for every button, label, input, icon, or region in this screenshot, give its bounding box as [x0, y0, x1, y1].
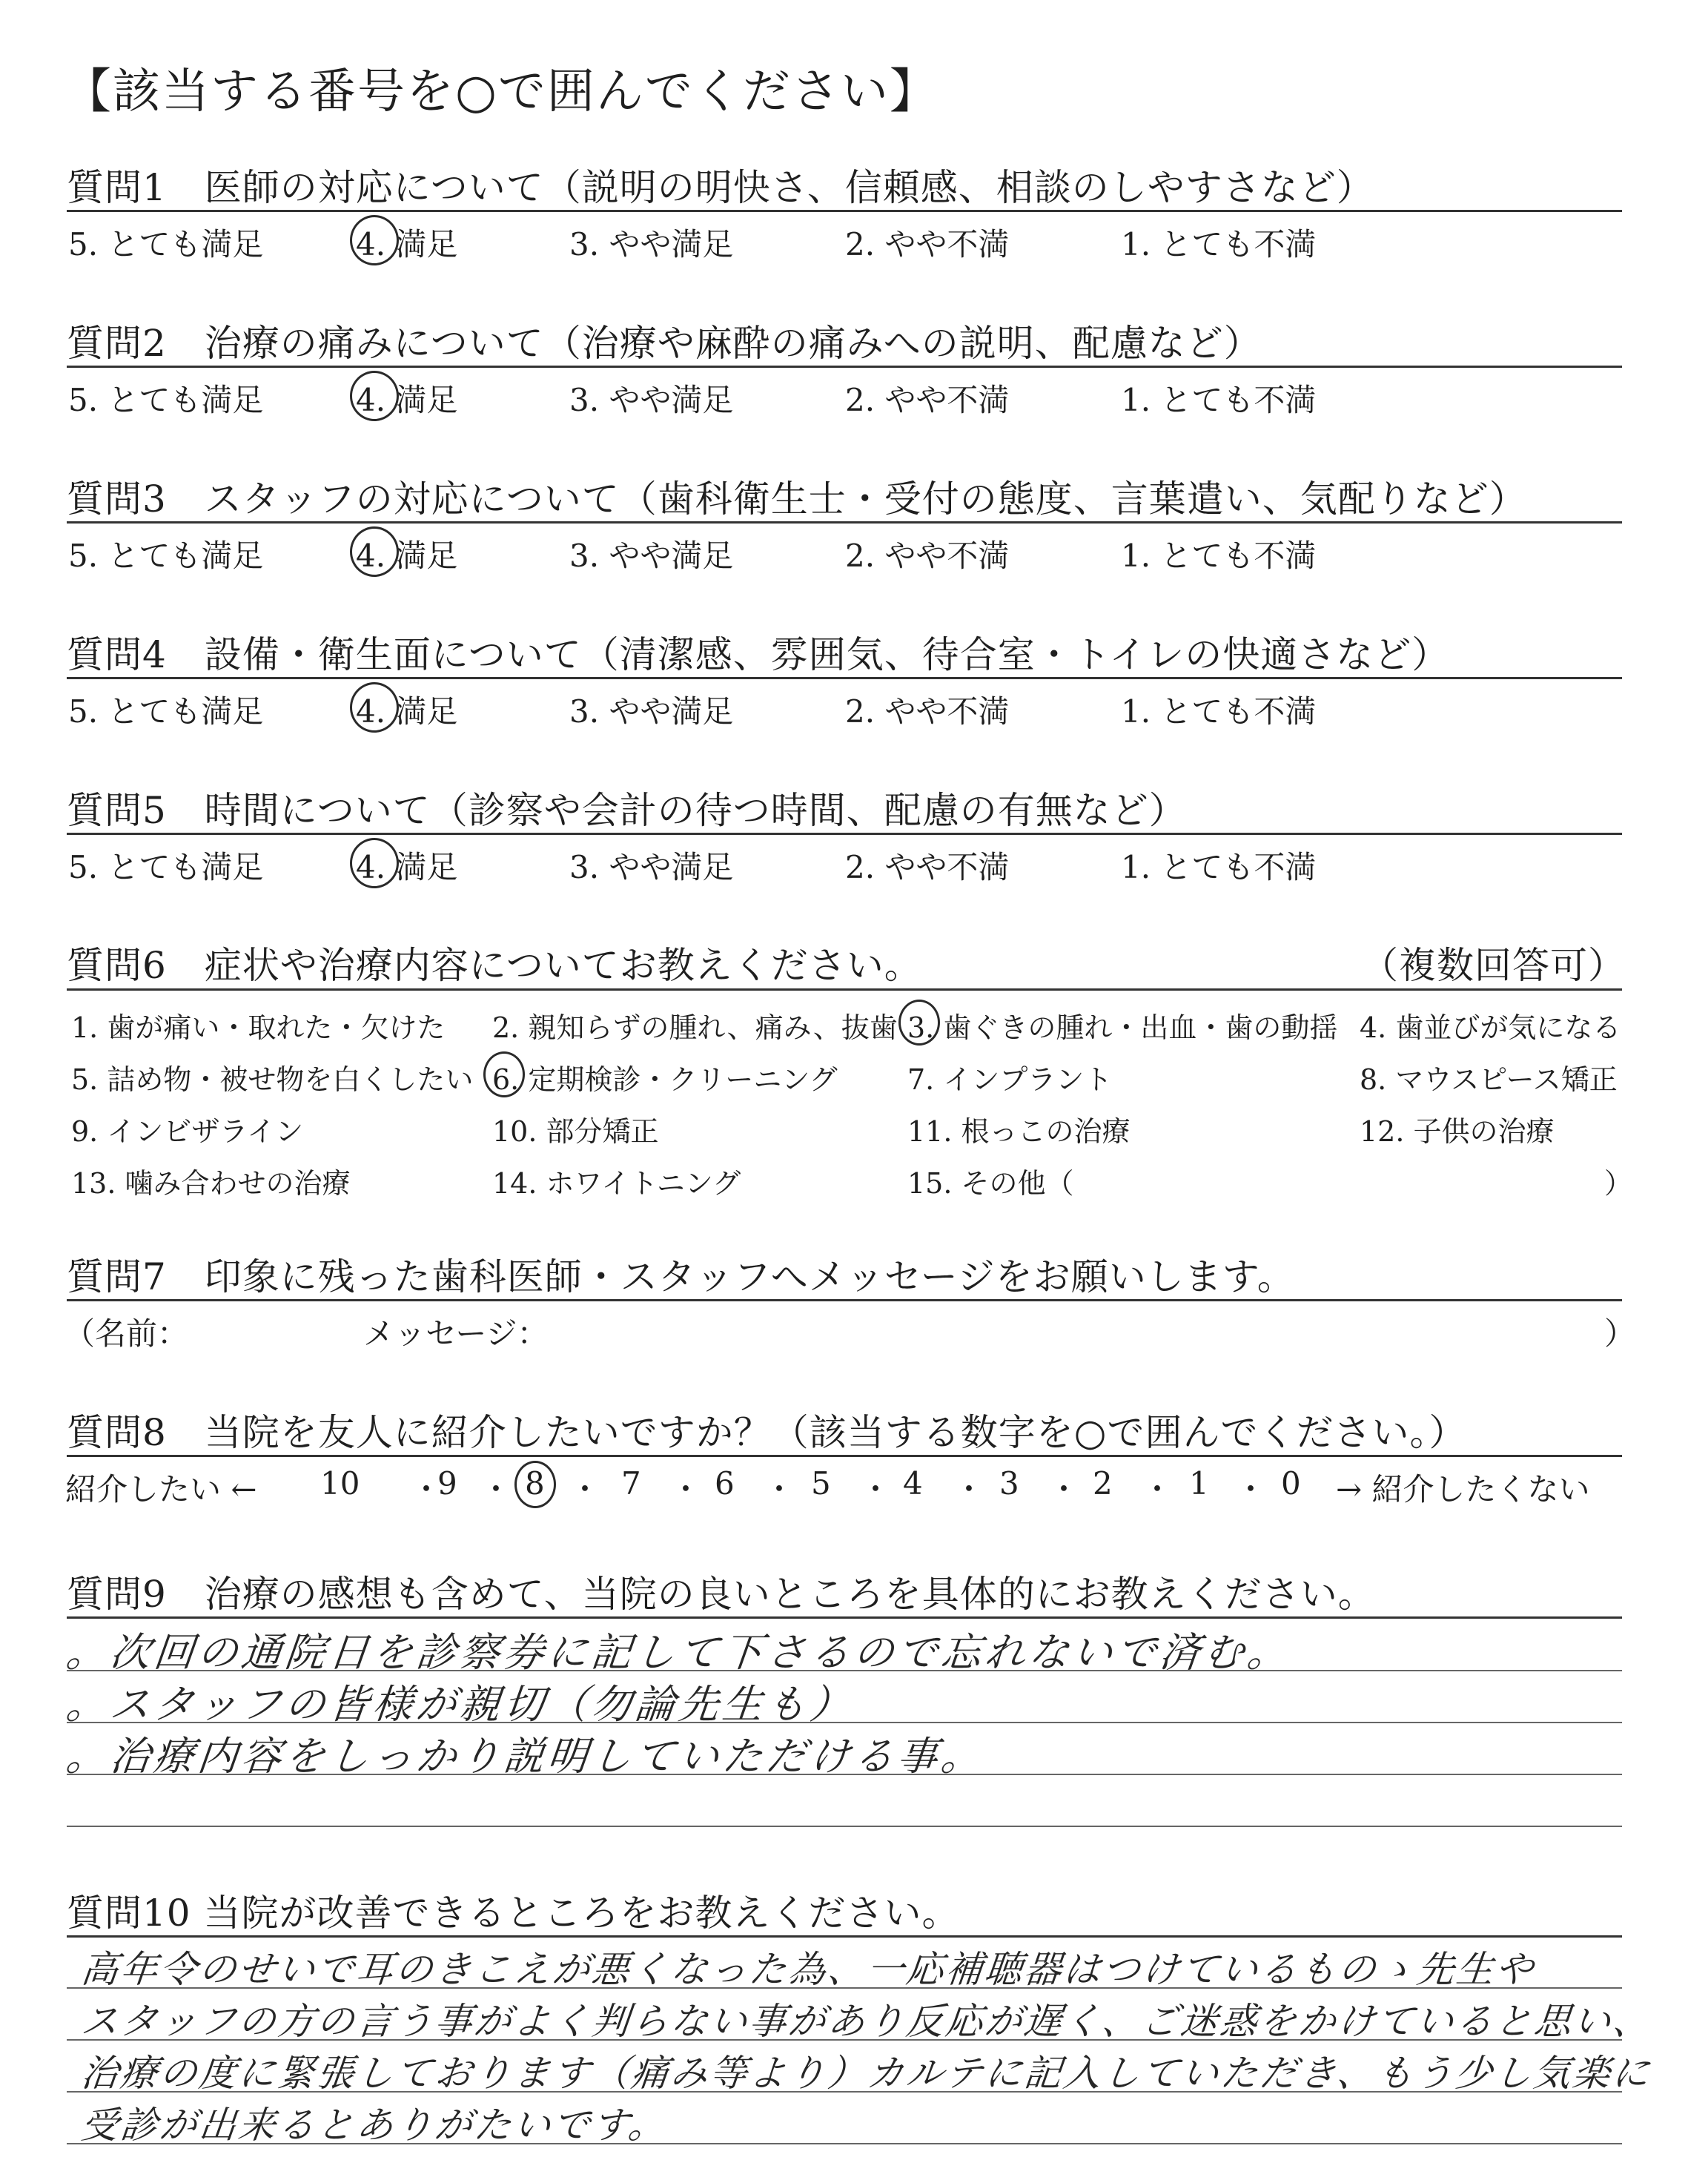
- question-2-rule: [67, 366, 1622, 368]
- question-2-title: 質問2 治療の痛みについて（治療や麻酔の痛みへの説明、配慮など）: [67, 322, 1262, 365]
- q8-scale-sep: ・: [860, 1471, 892, 1507]
- question-9-rule: [67, 1616, 1622, 1619]
- q8-scale-1[interactable]: 1: [1189, 1465, 1209, 1502]
- q8-scale-3[interactable]: 3: [999, 1465, 1019, 1502]
- q7-message-label: メッセージ：: [363, 1315, 549, 1352]
- q6-option-6-circle: [483, 1051, 525, 1097]
- q4-option-5[interactable]: 5. とても満足: [68, 693, 264, 730]
- q4-selected-circle: [350, 682, 399, 733]
- page-heading: 【該当する番号を○で囲んでください】: [64, 65, 939, 119]
- question-7-title: 質問7 印象に残った歯科医師・スタッフへメッセージをお願いします。: [67, 1255, 1295, 1298]
- q3-option-1[interactable]: 1. とても不満: [1121, 538, 1317, 574]
- q1-option-2[interactable]: 2. やや不満: [845, 226, 1010, 262]
- q8-scale-sep: ・: [1235, 1471, 1267, 1507]
- question-8-title: 質問8 当院を友人に紹介したいですか？（該当する数字を○で囲んでください。）: [67, 1411, 1467, 1454]
- question-1-title: 質問1 医師の対応について（説明の明快さ、信頼感、相談のしやすさなど）: [67, 166, 1374, 209]
- q2-option-5[interactable]: 5. とても満足: [68, 382, 264, 418]
- q8-scale-8[interactable]: 8: [525, 1465, 545, 1502]
- q8-scale-sep: ・: [480, 1471, 512, 1507]
- question-1-rule: [67, 210, 1622, 212]
- q6-option-8[interactable]: 8. マウスピース矯正: [1360, 1063, 1618, 1096]
- q6-option-15[interactable]: 15. その他（: [907, 1167, 1074, 1200]
- q4-option-4[interactable]: 4. 満足: [356, 693, 458, 730]
- question-9-title: 質問9 治療の感想も含めて、当院の良いところを具体的にお教えください。: [67, 1573, 1376, 1616]
- q9-handwritten-line-3: 。治療内容をしっかり説明していただける事。: [64, 1733, 987, 1780]
- q5-selected-circle: [350, 838, 399, 888]
- q8-scale-4[interactable]: 4: [903, 1465, 923, 1502]
- q8-left-label: 紹介したい ←: [65, 1471, 257, 1507]
- q6-option-12[interactable]: 12. 子供の治療: [1360, 1115, 1555, 1148]
- q10-handwritten-line-2: スタッフの方の言う事がよく判らない事があり反応が遅く、ご迷惑をかけていると思い、: [79, 2000, 1655, 2043]
- q10-handwritten-line-3: 治療の度に緊張しております（痛み等より）カルテに記入していただき、もう少し気楽に: [79, 2052, 1654, 2095]
- q6-option-10[interactable]: 10. 部分矯正: [492, 1115, 659, 1148]
- q8-scale-7[interactable]: 7: [621, 1465, 641, 1502]
- q3-option-3[interactable]: 3. やや満足: [569, 538, 734, 574]
- q8-scale-sep: ・: [953, 1471, 985, 1507]
- question-6-note: （複数回答可）: [1361, 944, 1626, 987]
- q8-right-label: → 紹介したくない: [1336, 1471, 1590, 1507]
- q1-option-4[interactable]: 4. 満足: [356, 226, 458, 262]
- q6-option-2[interactable]: 2. 親知らずの腫れ、痛み、抜歯: [492, 1011, 898, 1044]
- q8-scale-9[interactable]: 9: [437, 1465, 457, 1502]
- q8-scale-sep: ・: [764, 1471, 795, 1507]
- q8-scale-10[interactable]: 10: [320, 1465, 360, 1502]
- q6-option-4[interactable]: 4. 歯並びが気になる: [1360, 1011, 1621, 1044]
- q2-option-1[interactable]: 1. とても不満: [1121, 382, 1317, 418]
- q1-selected-circle: [350, 215, 399, 265]
- q3-selected-circle: [350, 526, 399, 577]
- question-10-rule: [67, 1935, 1622, 1938]
- q6-option-14[interactable]: 14. ホワイトニング: [492, 1167, 741, 1200]
- q1-option-3[interactable]: 3. やや満足: [569, 226, 734, 262]
- q4-option-2[interactable]: 2. やや不満: [845, 693, 1010, 730]
- q6-option-5[interactable]: 5. 詰め物・被せ物を白くしたい: [71, 1063, 474, 1096]
- q8-scale-0[interactable]: 0: [1281, 1465, 1301, 1502]
- question-8-rule: [67, 1455, 1622, 1457]
- question-7-rule: [67, 1299, 1622, 1301]
- q2-option-3[interactable]: 3. やや満足: [569, 382, 734, 418]
- q6-other-closing-paren: ）: [1604, 1167, 1633, 1200]
- q8-scale-2[interactable]: 2: [1093, 1465, 1113, 1502]
- q9-handwritten-line-2: 。スタッフの皆様が親切（勿論先生も）: [64, 1681, 856, 1728]
- q3-option-2[interactable]: 2. やや不満: [845, 538, 1010, 574]
- q2-option-2[interactable]: 2. やや不満: [845, 382, 1010, 418]
- question-6-rule: [67, 988, 1622, 991]
- q1-option-1[interactable]: 1. とても不満: [1121, 226, 1317, 262]
- q3-option-4[interactable]: 4. 満足: [356, 538, 458, 574]
- q2-option-4[interactable]: 4. 満足: [356, 382, 458, 418]
- q6-option-3[interactable]: 3. 歯ぐきの腫れ・出血・歯の動揺: [907, 1011, 1338, 1044]
- q5-option-5[interactable]: 5. とても満足: [68, 849, 264, 885]
- question-5-rule: [67, 833, 1622, 835]
- question-5-title: 質問5 時間について（診察や会計の待つ時間、配慮の有無など）: [67, 789, 1187, 832]
- q8-selected-circle: [514, 1461, 556, 1508]
- q6-option-9[interactable]: 9. インビザライン: [71, 1115, 304, 1148]
- q6-option-3-circle: [898, 1000, 940, 1046]
- q5-option-2[interactable]: 2. やや不満: [845, 849, 1010, 885]
- q8-scale-sep: ・: [411, 1471, 443, 1507]
- q9-handwritten-line-1: 。次回の通院日を診察券に記して下さるので忘れないで済む。: [64, 1629, 1294, 1676]
- q4-option-3[interactable]: 3. やや満足: [569, 693, 734, 730]
- question-3-rule: [67, 521, 1622, 524]
- question-6-title: 質問6 症状や治療内容についてお教えください。: [67, 944, 922, 987]
- q4-option-1[interactable]: 1. とても不満: [1121, 693, 1317, 730]
- q8-scale-sep: ・: [1048, 1471, 1080, 1507]
- q6-option-13[interactable]: 13. 噛み合わせの治療: [71, 1167, 351, 1200]
- q1-option-5[interactable]: 5. とても満足: [68, 226, 264, 262]
- question-4-rule: [67, 677, 1622, 679]
- q5-option-1[interactable]: 1. とても不満: [1121, 849, 1317, 885]
- q3-option-5[interactable]: 5. とても満足: [68, 538, 264, 574]
- q6-option-6[interactable]: 6. 定期検診・クリーニング: [492, 1063, 838, 1096]
- q6-option-11[interactable]: 11. 根っこの治療: [907, 1115, 1131, 1148]
- q5-option-4[interactable]: 4. 満足: [356, 849, 458, 885]
- q10-handwritten-line-4: 受診が出来るとありがたいです。: [79, 2104, 670, 2147]
- q8-scale-sep: ・: [670, 1471, 702, 1507]
- q7-name-label: （名前：: [64, 1315, 189, 1352]
- q2-selected-circle: [350, 371, 399, 421]
- q6-option-7[interactable]: 7. インプラント: [907, 1063, 1113, 1096]
- q8-scale-sep: ・: [1142, 1471, 1174, 1507]
- q6-option-1[interactable]: 1. 歯が痛い・取れた・欠けた: [71, 1011, 446, 1044]
- question-3-title: 質問3 スタッフの対応について（歯科衛生士・受付の態度、言葉遣い、気配りなど）: [67, 478, 1527, 521]
- q8-scale-5[interactable]: 5: [811, 1465, 831, 1502]
- q10-handwritten-line-1: 高年令のせいで耳のきこえが悪くなった為、一応補聴器はつけているものゝ先生や: [79, 1948, 1537, 1991]
- q5-option-3[interactable]: 3. やや満足: [569, 849, 734, 885]
- q8-scale-sep: ・: [569, 1471, 601, 1507]
- q8-scale-6[interactable]: 6: [715, 1465, 735, 1502]
- question-10-title: 質問10 当院が改善できるところをお教えください。: [67, 1892, 960, 1935]
- q9-answer-line: [67, 1826, 1622, 1827]
- q7-closing-paren: ）: [1604, 1315, 1636, 1352]
- question-4-title: 質問4 設備・衛生面について（清潔感、雰囲気、待合室・トイレの快適さなど）: [67, 633, 1450, 676]
